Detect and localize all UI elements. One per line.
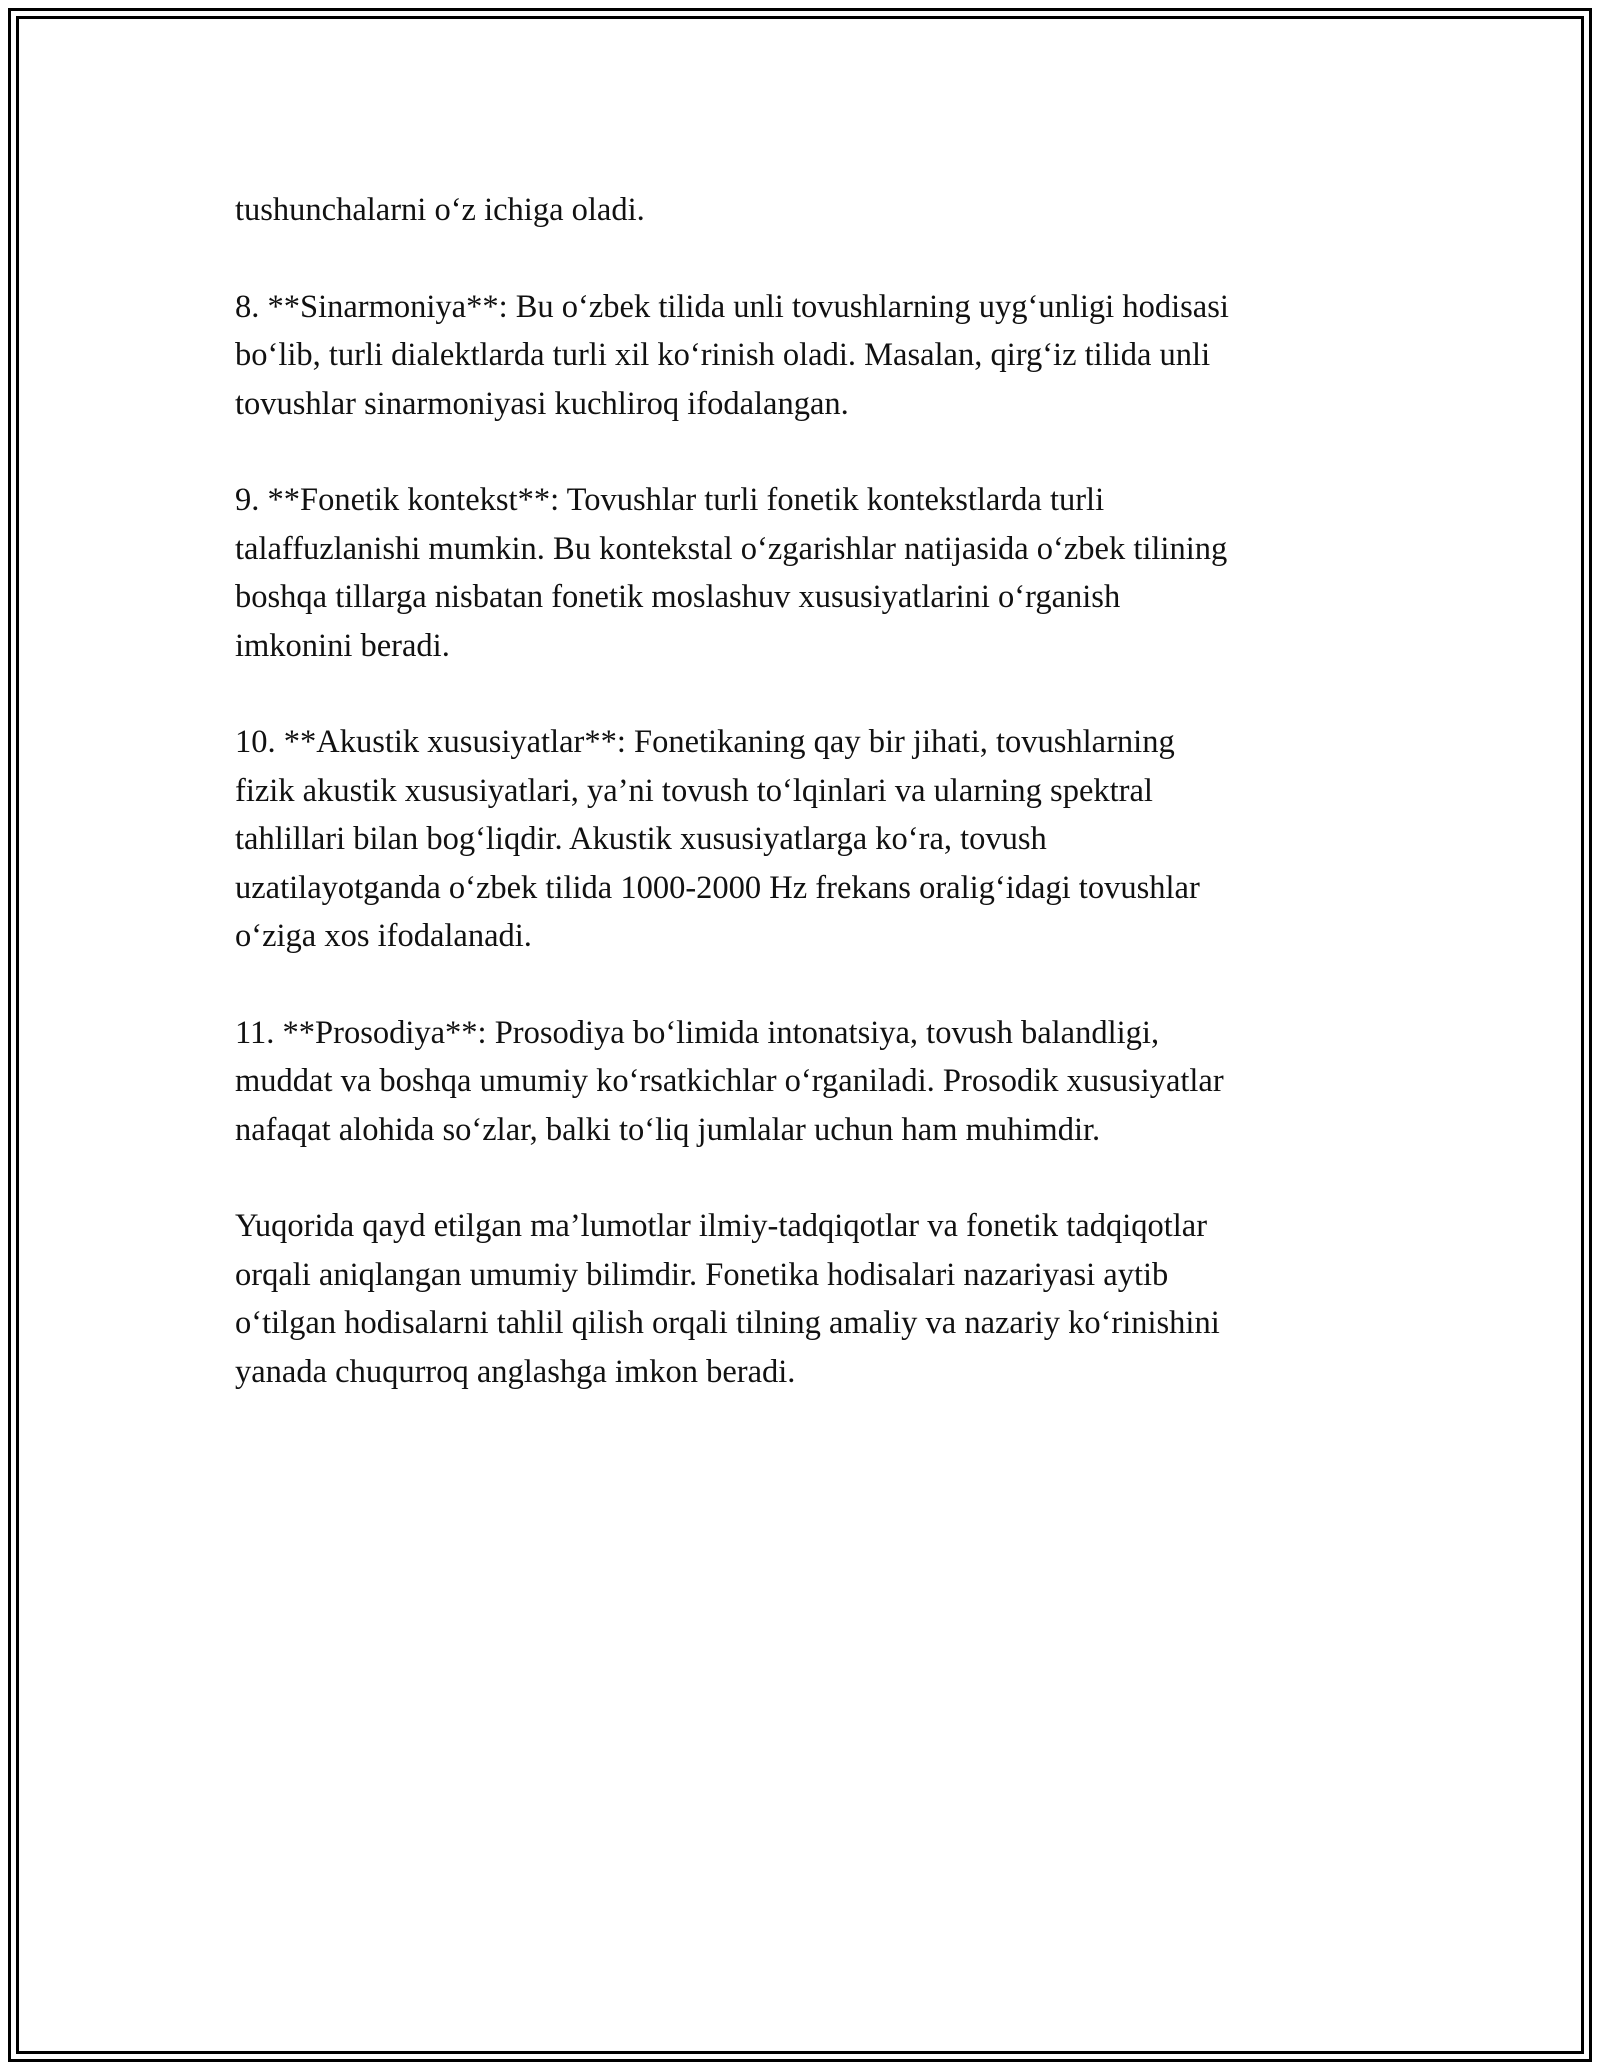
paragraph-akustik-xususiyatlar: 10. **Akustik xususiyatlar**: Fonetikaning qay bir jihati, tovushlarning fizik akustik xususiyatlari, ya’ni tovush to‘lqinlari va ularning spektral tahlillari bilan bog‘liqdir. Akustik xususiyatlarga ko‘ra, tovush uzatilayotganda o‘zbek tilida 1000-2000 Hz frekans oralig‘idagi tovushlar o‘ziga xos ifodalanadi. <box>235 724 1200 955</box>
paragraph-conclusion: Yuqorida qayd etilgan ma’lumotlar ilmiy-tadqiqotlar va fonetik tadqiqotlar orqali aniqlangan umumiy bilimdir. Fonetika hodisalari nazariyasi aytib o‘tilgan hodisalarni tahlil qilish orqali tilning amaliy va nazariy ko‘rinishini yanada chuqurroq anglashga imkon beradi. <box>235 1208 1220 1390</box>
document-body <box>235 186 1365 1444</box>
paragraph-sinarmoniya: 8. **Sinarmoniya**: Bu o‘zbek tilida unli tovushlarning uyg‘unligi hodisasi bo‘lib, turli dialektlarda turli xil ko‘rinish oladi. Masalan, qirg‘iz tilida unli tovushlar sinarmoniyasi kuchliroq ifodalangan. <box>235 288 1229 422</box>
paragraph-fonetik-kontekst: 9. **Fonetik kontekst**: Tovushlar turli fonetik kontekstlarda turli talaffuzlanishi mumkin. Bu kontekstal o‘zgarishlar natijasida o‘zbek tilining boshqa tillarga nisbatan fonetik moslashuv xususiyatlarini o‘rganish imkonini beradi. <box>235 482 1228 664</box>
paragraph-prosodiya: 11. **Prosodiya**: Prosodiya bo‘limida intonatsiya, tovush balandligi, muddat va boshqa umumiy ko‘rsatkichlar o‘rganiladi. Prosodik xususiyatlar nafaqat alohida so‘zlar, balki to‘liq jumlalar uchun ham muhimdir. <box>235 1014 1224 1148</box>
paragraph-continuation: tushunchalarni o‘z ichiga oladi. <box>235 192 645 228</box>
